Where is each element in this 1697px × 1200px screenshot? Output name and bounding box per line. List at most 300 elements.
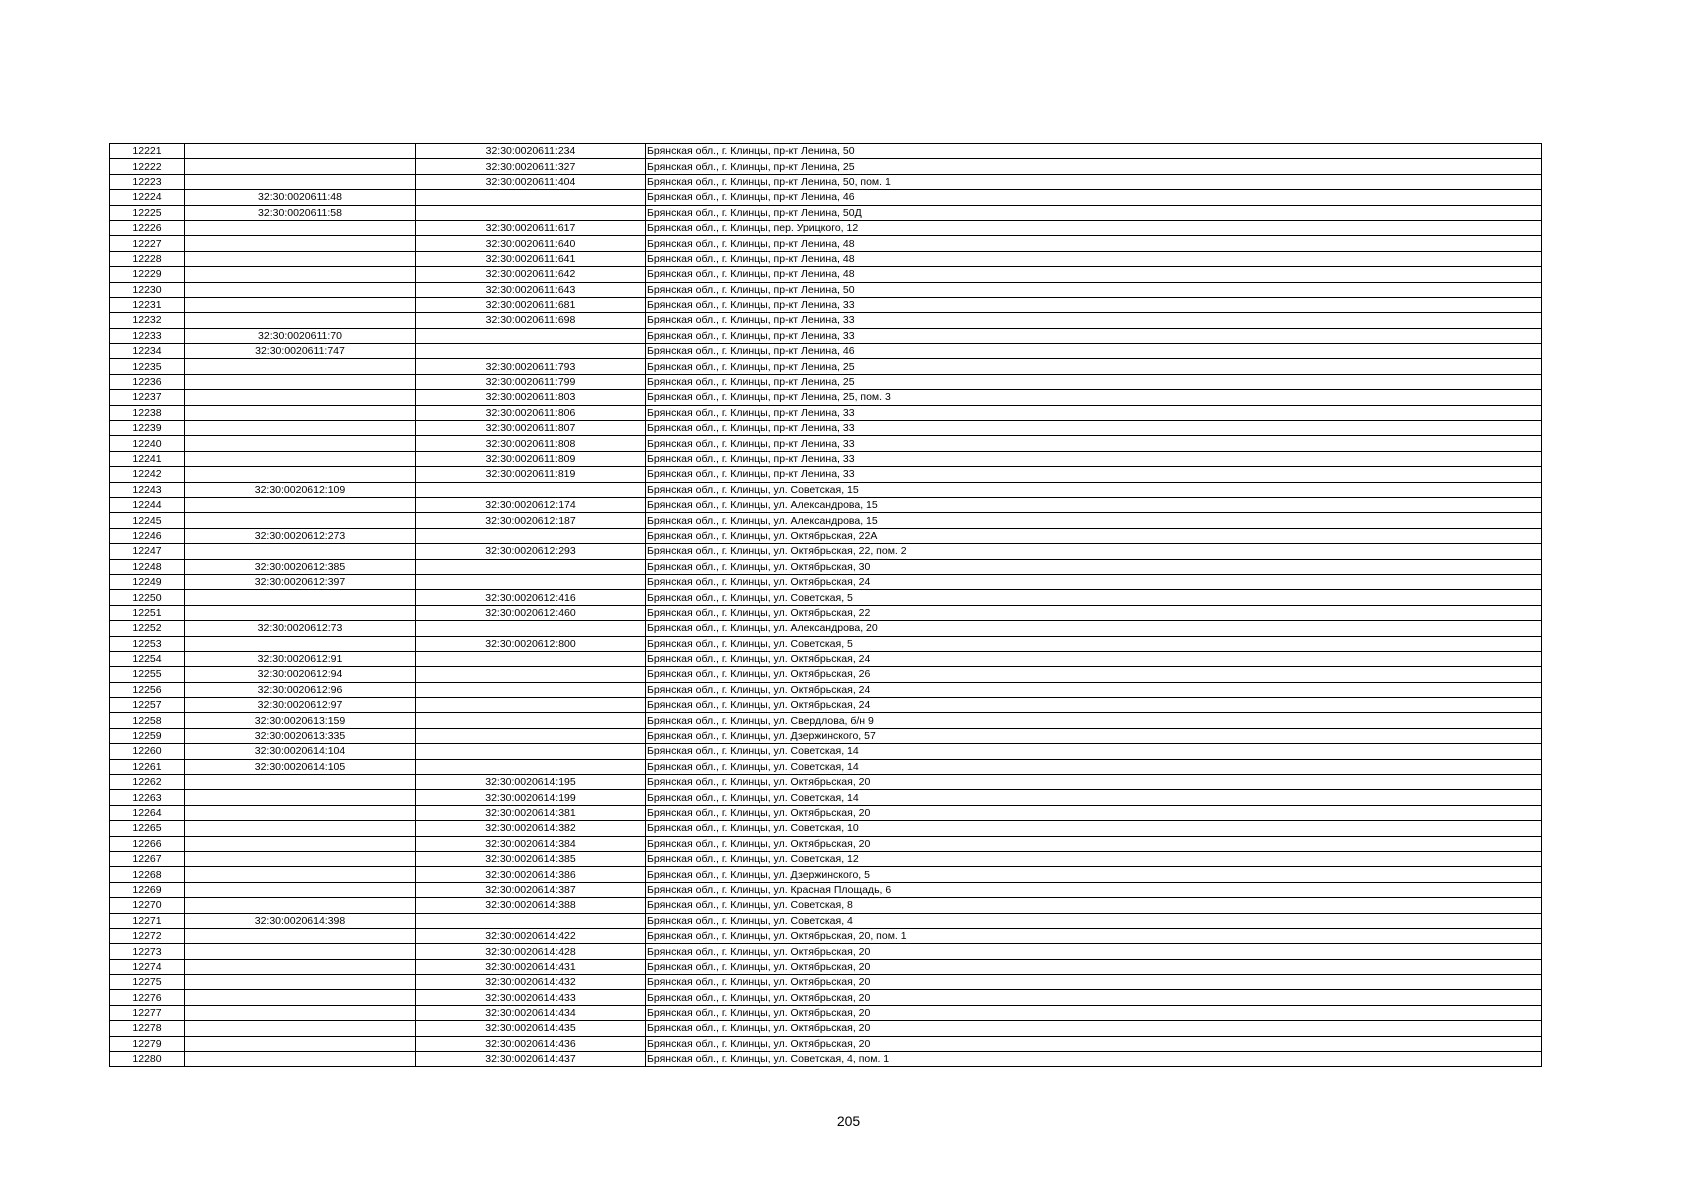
address-cell: Брянская обл., г. Клинцы, ул. Дзержинского, 57	[646, 728, 1542, 743]
row-number-cell: 12280	[110, 1052, 185, 1067]
address-cell: Брянская обл., г. Клинцы, ул. Октябрьская, 20	[646, 990, 1542, 1005]
row-number-cell: 12264	[110, 805, 185, 820]
table-row	[110, 621, 1542, 636]
address-cell: Брянская обл., г. Клинцы, ул. Октябрьская, 24	[646, 651, 1542, 666]
cadastral-number-cell	[185, 144, 416, 159]
table-row	[110, 805, 1542, 820]
cadastral-number-cell: 32:30:0020611:48	[185, 190, 416, 205]
cadastral-number-alt-cell: 32:30:0020611:698	[416, 313, 646, 328]
address-cell: Брянская обл., г. Клинцы, пр-кт Ленина, 50	[646, 282, 1542, 297]
row-number-cell: 12245	[110, 513, 185, 528]
table-row	[110, 359, 1542, 374]
table-body	[110, 144, 1542, 1067]
address-cell: Брянская обл., г. Клинцы, ул. Октябрьская, 20	[646, 1005, 1542, 1020]
table-row	[110, 390, 1542, 405]
cadastral-number-alt-cell: 32:30:0020614:199	[416, 790, 646, 805]
address-cell: Брянская обл., г. Клинцы, пр-кт Ленина, 25	[646, 374, 1542, 389]
cadastral-number-cell	[185, 790, 416, 805]
cadastral-number-cell: 32:30:0020612:94	[185, 667, 416, 682]
cadastral-number-cell	[185, 944, 416, 959]
cadastral-number-alt-cell: 32:30:0020611:808	[416, 436, 646, 451]
cadastral-number-alt-cell: 32:30:0020611:806	[416, 405, 646, 420]
cadastral-number-cell	[185, 1036, 416, 1051]
cadastral-number-alt-cell: 32:30:0020614:435	[416, 1021, 646, 1036]
address-cell: Брянская обл., г. Клинцы, ул. Советская, 12	[646, 851, 1542, 866]
cadastral-number-alt-cell	[416, 913, 646, 928]
address-cell: Брянская обл., г. Клинцы, ул. Октябрьская, 20	[646, 805, 1542, 820]
table-row	[110, 744, 1542, 759]
cadastral-number-alt-cell: 32:30:0020614:422	[416, 928, 646, 943]
cadastral-number-cell: 32:30:0020612:96	[185, 682, 416, 697]
row-number-cell: 12244	[110, 497, 185, 512]
table-row	[110, 851, 1542, 866]
cadastral-number-alt-cell	[416, 759, 646, 774]
cadastral-number-alt-cell: 32:30:0020611:799	[416, 374, 646, 389]
cadastral-number-alt-cell	[416, 482, 646, 497]
address-cell: Брянская обл., г. Клинцы, пр-кт Ленина, 33	[646, 421, 1542, 436]
table-row	[110, 344, 1542, 359]
table-row	[110, 928, 1542, 943]
cadastral-number-cell	[185, 390, 416, 405]
cadastral-number-alt-cell: 32:30:0020614:381	[416, 805, 646, 820]
cadastral-number-cell: 32:30:0020612:397	[185, 574, 416, 589]
cadastral-number-alt-cell: 32:30:0020611:643	[416, 282, 646, 297]
row-number-cell: 12265	[110, 821, 185, 836]
address-cell: Брянская обл., г. Клинцы, ул. Советская, 14	[646, 790, 1542, 805]
address-cell: Брянская обл., г. Клинцы, ул. Александрова, 15	[646, 513, 1542, 528]
cadastral-number-cell	[185, 374, 416, 389]
row-number-cell: 12231	[110, 297, 185, 312]
address-cell: Брянская обл., г. Клинцы, ул. Советская, 14	[646, 759, 1542, 774]
address-cell: Брянская обл., г. Клинцы, пр-кт Ленина, 33	[646, 436, 1542, 451]
row-number-cell: 12279	[110, 1036, 185, 1051]
cadastral-number-cell	[185, 313, 416, 328]
cadastral-number-alt-cell: 32:30:0020614:195	[416, 775, 646, 790]
address-cell: Брянская обл., г. Клинцы, ул. Октябрьская, 24	[646, 574, 1542, 589]
cadastral-number-cell	[185, 267, 416, 282]
cadastral-number-alt-cell: 32:30:0020612:187	[416, 513, 646, 528]
address-cell: Брянская обл., г. Клинцы, ул. Советская, 5	[646, 590, 1542, 605]
address-cell: Брянская обл., г. Клинцы, пр-кт Ленина, 48	[646, 251, 1542, 266]
address-cell: Брянская обл., г. Клинцы, ул. Октябрьская, 20	[646, 1036, 1542, 1051]
cadastral-number-alt-cell	[416, 698, 646, 713]
row-number-cell: 12271	[110, 913, 185, 928]
table-row	[110, 775, 1542, 790]
address-cell: Брянская обл., г. Клинцы, ул. Октябрьская, 22, пом. 2	[646, 544, 1542, 559]
row-number-cell: 12224	[110, 190, 185, 205]
table-row	[110, 313, 1542, 328]
address-cell: Брянская обл., г. Клинцы, пр-кт Ленина, 46	[646, 190, 1542, 205]
address-cell: Брянская обл., г. Клинцы, ул. Октябрьская, 20	[646, 836, 1542, 851]
row-number-cell: 12263	[110, 790, 185, 805]
row-number-cell: 12234	[110, 344, 185, 359]
cadastral-number-alt-cell	[416, 667, 646, 682]
table-row	[110, 559, 1542, 574]
cadastral-number-cell	[185, 959, 416, 974]
address-cell: Брянская обл., г. Клинцы, ул. Октябрьская, 24	[646, 698, 1542, 713]
page-number: 205	[836, 1113, 861, 1129]
cadastral-number-alt-cell	[416, 190, 646, 205]
row-number-cell: 12236	[110, 374, 185, 389]
cadastral-number-cell	[185, 174, 416, 189]
address-cell: Брянская обл., г. Клинцы, ул. Октябрьская, 22А	[646, 528, 1542, 543]
table-row	[110, 436, 1542, 451]
row-number-cell: 12230	[110, 282, 185, 297]
row-number-cell: 12256	[110, 682, 185, 697]
cadastral-number-alt-cell: 32:30:0020611:327	[416, 159, 646, 174]
cadastral-number-cell: 32:30:0020612:91	[185, 651, 416, 666]
cadastral-number-alt-cell: 32:30:0020614:386	[416, 867, 646, 882]
table-row	[110, 651, 1542, 666]
table-row	[110, 605, 1542, 620]
address-cell: Брянская обл., г. Клинцы, ул. Октябрьская, 22	[646, 605, 1542, 620]
row-number-cell: 12238	[110, 405, 185, 420]
cadastral-number-cell	[185, 405, 416, 420]
cadastral-number-cell: 32:30:0020612:109	[185, 482, 416, 497]
table-row	[110, 836, 1542, 851]
row-number-cell: 12251	[110, 605, 185, 620]
row-number-cell: 12268	[110, 867, 185, 882]
table-row	[110, 682, 1542, 697]
address-cell: Брянская обл., г. Клинцы, ул. Октябрьская, 30	[646, 559, 1542, 574]
row-number-cell: 12235	[110, 359, 185, 374]
cadastral-number-cell	[185, 1052, 416, 1067]
address-cell: Брянская обл., г. Клинцы, ул. Советская, 5	[646, 636, 1542, 651]
cadastral-number-cell: 32:30:0020612:97	[185, 698, 416, 713]
address-cell: Брянская обл., г. Клинцы, ул. Красная Площадь, 6	[646, 882, 1542, 897]
table-row	[110, 282, 1542, 297]
table-row	[110, 267, 1542, 282]
row-number-cell: 12243	[110, 482, 185, 497]
row-number-cell: 12278	[110, 1021, 185, 1036]
address-cell: Брянская обл., г. Клинцы, пр-кт Ленина, 33	[646, 451, 1542, 466]
row-number-cell: 12249	[110, 574, 185, 589]
cadastral-number-alt-cell	[416, 651, 646, 666]
cadastral-number-cell	[185, 236, 416, 251]
table-row	[110, 482, 1542, 497]
cadastral-number-cell	[185, 851, 416, 866]
row-number-cell: 12229	[110, 267, 185, 282]
row-number-cell: 12246	[110, 528, 185, 543]
data-table	[109, 143, 1542, 1067]
cadastral-number-cell	[185, 805, 416, 820]
row-number-cell: 12250	[110, 590, 185, 605]
row-number-cell: 12260	[110, 744, 185, 759]
cadastral-number-alt-cell: 32:30:0020614:387	[416, 882, 646, 897]
row-number-cell: 12232	[110, 313, 185, 328]
cadastral-number-alt-cell: 32:30:0020614:385	[416, 851, 646, 866]
cadastral-number-cell	[185, 159, 416, 174]
cadastral-number-cell	[185, 421, 416, 436]
cadastral-number-cell	[185, 990, 416, 1005]
cadastral-number-alt-cell	[416, 574, 646, 589]
cadastral-number-alt-cell: 32:30:0020614:382	[416, 821, 646, 836]
row-number-cell: 12267	[110, 851, 185, 866]
cadastral-number-cell	[185, 513, 416, 528]
cadastral-number-cell	[185, 1021, 416, 1036]
address-cell: Брянская обл., г. Клинцы, ул. Свердлова, б/н 9	[646, 713, 1542, 728]
table-row	[110, 667, 1542, 682]
row-number-cell: 12247	[110, 544, 185, 559]
table-row	[110, 959, 1542, 974]
cadastral-number-alt-cell: 32:30:0020612:460	[416, 605, 646, 620]
row-number-cell: 12257	[110, 698, 185, 713]
cadastral-number-alt-cell: 32:30:0020611:819	[416, 467, 646, 482]
table-row	[110, 497, 1542, 512]
cadastral-number-alt-cell	[416, 744, 646, 759]
table-row	[110, 944, 1542, 959]
row-number-cell: 12276	[110, 990, 185, 1005]
table-row	[110, 867, 1542, 882]
cadastral-number-cell: 32:30:0020612:273	[185, 528, 416, 543]
row-number-cell: 12270	[110, 898, 185, 913]
cadastral-number-cell: 32:30:0020612:73	[185, 621, 416, 636]
row-number-cell: 12255	[110, 667, 185, 682]
table-row	[110, 159, 1542, 174]
cadastral-number-cell	[185, 297, 416, 312]
cadastral-number-cell	[185, 1005, 416, 1020]
row-number-cell: 12221	[110, 144, 185, 159]
cadastral-number-alt-cell	[416, 328, 646, 343]
cadastral-number-cell	[185, 605, 416, 620]
row-number-cell: 12261	[110, 759, 185, 774]
address-cell: Брянская обл., г. Клинцы, ул. Октябрьская, 20	[646, 944, 1542, 959]
table-row	[110, 251, 1542, 266]
cadastral-number-alt-cell: 32:30:0020611:809	[416, 451, 646, 466]
cadastral-number-cell	[185, 544, 416, 559]
table-row	[110, 190, 1542, 205]
table-row	[110, 698, 1542, 713]
cadastral-number-alt-cell	[416, 682, 646, 697]
table-row	[110, 220, 1542, 235]
table-row	[110, 513, 1542, 528]
cadastral-number-cell: 32:30:0020614:398	[185, 913, 416, 928]
table-row	[110, 467, 1542, 482]
cadastral-number-alt-cell: 32:30:0020612:174	[416, 497, 646, 512]
table-row	[110, 728, 1542, 743]
table-row	[110, 821, 1542, 836]
cadastral-number-alt-cell	[416, 621, 646, 636]
table-row	[110, 790, 1542, 805]
cadastral-number-cell	[185, 497, 416, 512]
cadastral-number-alt-cell: 32:30:0020611:807	[416, 421, 646, 436]
cadastral-number-cell	[185, 467, 416, 482]
table-row	[110, 1021, 1542, 1036]
table-row	[110, 1036, 1542, 1051]
row-number-cell: 12233	[110, 328, 185, 343]
cadastral-number-alt-cell	[416, 344, 646, 359]
cadastral-number-cell	[185, 821, 416, 836]
table-row	[110, 882, 1542, 897]
cadastral-number-cell: 32:30:0020611:58	[185, 205, 416, 220]
cadastral-number-alt-cell	[416, 205, 646, 220]
cadastral-number-cell	[185, 867, 416, 882]
cadastral-number-cell	[185, 836, 416, 851]
cadastral-number-cell	[185, 928, 416, 943]
address-cell: Брянская обл., г. Клинцы, пр-кт Ленина, 50Д	[646, 205, 1542, 220]
table-row	[110, 328, 1542, 343]
cadastral-number-cell	[185, 898, 416, 913]
address-cell: Брянская обл., г. Клинцы, пр-кт Ленина, 25	[646, 159, 1542, 174]
row-number-cell: 12269	[110, 882, 185, 897]
table-row	[110, 1005, 1542, 1020]
row-number-cell: 12275	[110, 975, 185, 990]
row-number-cell: 12258	[110, 713, 185, 728]
address-cell: Брянская обл., г. Клинцы, пр-кт Ленина, 33	[646, 467, 1542, 482]
address-cell: Брянская обл., г. Клинцы, пер. Урицкого, 12	[646, 220, 1542, 235]
cadastral-number-alt-cell	[416, 528, 646, 543]
table-row	[110, 544, 1542, 559]
row-number-cell: 12273	[110, 944, 185, 959]
cadastral-number-cell: 32:30:0020614:104	[185, 744, 416, 759]
row-number-cell: 12277	[110, 1005, 185, 1020]
cadastral-number-cell: 32:30:0020611:747	[185, 344, 416, 359]
table-row	[110, 759, 1542, 774]
address-cell: Брянская обл., г. Клинцы, пр-кт Ленина, 25, пом. 3	[646, 390, 1542, 405]
address-cell: Брянская обл., г. Клинцы, пр-кт Ленина, 25	[646, 359, 1542, 374]
cadastral-number-cell	[185, 359, 416, 374]
table-row	[110, 421, 1542, 436]
cadastral-number-alt-cell: 32:30:0020611:617	[416, 220, 646, 235]
address-cell: Брянская обл., г. Клинцы, ул. Советская, 15	[646, 482, 1542, 497]
address-cell: Брянская обл., г. Клинцы, ул. Октябрьская, 24	[646, 682, 1542, 697]
table-row	[110, 574, 1542, 589]
cadastral-number-cell	[185, 882, 416, 897]
cadastral-number-alt-cell: 32:30:0020611:234	[416, 144, 646, 159]
address-cell: Брянская обл., г. Клинцы, пр-кт Ленина, 33	[646, 297, 1542, 312]
cadastral-number-alt-cell: 32:30:0020611:642	[416, 267, 646, 282]
address-cell: Брянская обл., г. Клинцы, пр-кт Ленина, 33	[646, 405, 1542, 420]
cadastral-number-alt-cell: 32:30:0020611:640	[416, 236, 646, 251]
address-cell: Брянская обл., г. Клинцы, ул. Советская, 8	[646, 898, 1542, 913]
row-number-cell: 12237	[110, 390, 185, 405]
cadastral-number-alt-cell: 32:30:0020614:436	[416, 1036, 646, 1051]
cadastral-number-cell	[185, 282, 416, 297]
cadastral-number-cell: 32:30:0020611:70	[185, 328, 416, 343]
address-cell: Брянская обл., г. Клинцы, пр-кт Ленина, 50, пом. 1	[646, 174, 1542, 189]
cadastral-number-alt-cell: 32:30:0020614:434	[416, 1005, 646, 1020]
cadastral-number-alt-cell	[416, 713, 646, 728]
address-cell: Брянская обл., г. Клинцы, ул. Советская, 14	[646, 744, 1542, 759]
cadastral-number-cell: 32:30:0020614:105	[185, 759, 416, 774]
table-row	[110, 528, 1542, 543]
row-number-cell: 12228	[110, 251, 185, 266]
cadastral-number-alt-cell: 32:30:0020612:416	[416, 590, 646, 605]
cadastral-number-cell: 32:30:0020613:159	[185, 713, 416, 728]
address-cell: Брянская обл., г. Клинцы, ул. Октябрьская, 20	[646, 959, 1542, 974]
address-cell: Брянская обл., г. Клинцы, ул. Октябрьская, 20	[646, 975, 1542, 990]
row-number-cell: 12254	[110, 651, 185, 666]
address-cell: Брянская обл., г. Клинцы, ул. Октябрьская, 20	[646, 775, 1542, 790]
table-row	[110, 990, 1542, 1005]
address-cell: Брянская обл., г. Клинцы, пр-кт Ленина, 33	[646, 328, 1542, 343]
cadastral-number-cell	[185, 636, 416, 651]
row-number-cell: 12259	[110, 728, 185, 743]
address-cell: Брянская обл., г. Клинцы, ул. Советская, 4	[646, 913, 1542, 928]
row-number-cell: 12242	[110, 467, 185, 482]
row-number-cell: 12240	[110, 436, 185, 451]
table-row	[110, 297, 1542, 312]
address-cell: Брянская обл., г. Клинцы, пр-кт Ленина, 48	[646, 236, 1542, 251]
address-cell: Брянская обл., г. Клинцы, ул. Октябрьская, 26	[646, 667, 1542, 682]
row-number-cell: 12239	[110, 421, 185, 436]
address-cell: Брянская обл., г. Клинцы, ул. Александрова, 20	[646, 621, 1542, 636]
table-row	[110, 174, 1542, 189]
address-cell: Брянская обл., г. Клинцы, пр-кт Ленина, 48	[646, 267, 1542, 282]
cadastral-number-cell	[185, 590, 416, 605]
cadastral-number-alt-cell: 32:30:0020611:793	[416, 359, 646, 374]
row-number-cell: 12241	[110, 451, 185, 466]
cadastral-number-alt-cell: 32:30:0020614:437	[416, 1052, 646, 1067]
table-row	[110, 898, 1542, 913]
cadastral-number-cell	[185, 251, 416, 266]
cadastral-number-alt-cell: 32:30:0020612:800	[416, 636, 646, 651]
table-row	[110, 405, 1542, 420]
address-cell: Брянская обл., г. Клинцы, ул. Александрова, 15	[646, 497, 1542, 512]
row-number-cell: 12266	[110, 836, 185, 851]
row-number-cell: 12225	[110, 205, 185, 220]
cadastral-number-cell	[185, 975, 416, 990]
cadastral-number-alt-cell	[416, 559, 646, 574]
row-number-cell: 12223	[110, 174, 185, 189]
address-cell: Брянская обл., г. Клинцы, ул. Советская, 4, пом. 1	[646, 1052, 1542, 1067]
cadastral-number-cell	[185, 220, 416, 235]
table-row	[110, 975, 1542, 990]
cadastral-number-cell	[185, 775, 416, 790]
cadastral-number-alt-cell	[416, 728, 646, 743]
table-row	[110, 374, 1542, 389]
row-number-cell: 12248	[110, 559, 185, 574]
table-row	[110, 451, 1542, 466]
row-number-cell: 12226	[110, 220, 185, 235]
cadastral-number-alt-cell: 32:30:0020611:641	[416, 251, 646, 266]
table-row	[110, 590, 1542, 605]
cadastral-number-alt-cell: 32:30:0020612:293	[416, 544, 646, 559]
cadastral-number-cell: 32:30:0020613:335	[185, 728, 416, 743]
cadastral-number-alt-cell: 32:30:0020614:428	[416, 944, 646, 959]
cadastral-number-alt-cell: 32:30:0020611:681	[416, 297, 646, 312]
cadastral-number-cell	[185, 436, 416, 451]
table-row	[110, 713, 1542, 728]
address-cell: Брянская обл., г. Клинцы, ул. Октябрьская, 20	[646, 1021, 1542, 1036]
cadastral-number-alt-cell: 32:30:0020614:388	[416, 898, 646, 913]
address-cell: Брянская обл., г. Клинцы, ул. Дзержинского, 5	[646, 867, 1542, 882]
address-cell: Брянская обл., г. Клинцы, пр-кт Ленина, 46	[646, 344, 1542, 359]
row-number-cell: 12272	[110, 928, 185, 943]
table-row	[110, 636, 1542, 651]
table-row	[110, 144, 1542, 159]
table-row	[110, 913, 1542, 928]
row-number-cell: 12253	[110, 636, 185, 651]
address-cell: Брянская обл., г. Клинцы, пр-кт Ленина, 50	[646, 144, 1542, 159]
cadastral-number-alt-cell: 32:30:0020614:384	[416, 836, 646, 851]
address-cell: Брянская обл., г. Клинцы, ул. Советская, 10	[646, 821, 1542, 836]
table-row	[110, 205, 1542, 220]
row-number-cell: 12274	[110, 959, 185, 974]
table-row	[110, 236, 1542, 251]
row-number-cell: 12222	[110, 159, 185, 174]
cadastral-number-alt-cell: 32:30:0020614:432	[416, 975, 646, 990]
row-number-cell: 12252	[110, 621, 185, 636]
cadastral-number-alt-cell: 32:30:0020611:803	[416, 390, 646, 405]
address-cell: Брянская обл., г. Клинцы, ул. Октябрьская, 20, пом. 1	[646, 928, 1542, 943]
table-row	[110, 1052, 1542, 1067]
cadastral-number-alt-cell: 32:30:0020611:404	[416, 174, 646, 189]
row-number-cell: 12262	[110, 775, 185, 790]
cadastral-number-alt-cell: 32:30:0020614:433	[416, 990, 646, 1005]
row-number-cell: 12227	[110, 236, 185, 251]
cadastral-number-cell: 32:30:0020612:385	[185, 559, 416, 574]
